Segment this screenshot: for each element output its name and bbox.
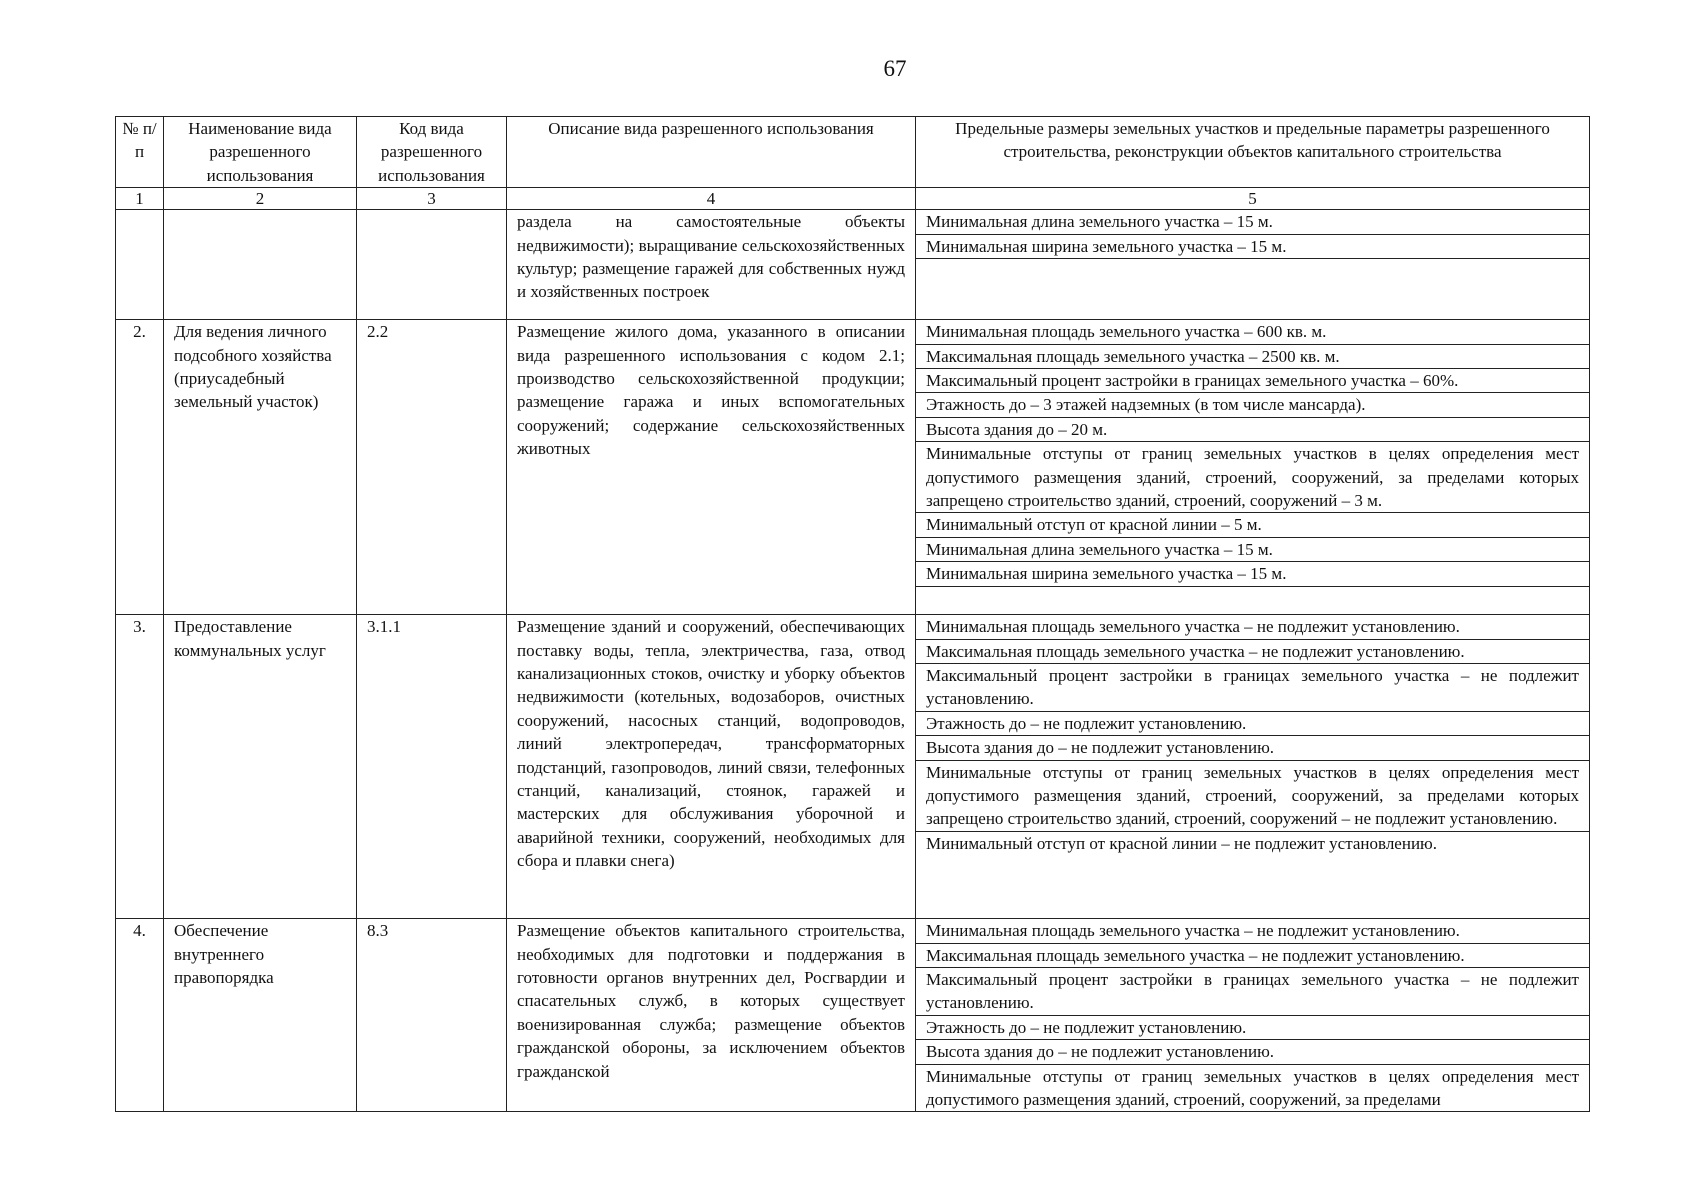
row-number: 3. (116, 615, 164, 919)
use-code: 8.3 (357, 919, 507, 1112)
parameters-cell (916, 615, 1590, 919)
parameter-line: Высота здания до – 20 м. (916, 418, 1589, 442)
parameter-line: Этажность до – 3 этажей надземных (в том числе мансарда). (916, 393, 1589, 417)
parameter-line: Высота здания до – не подлежит установлению. (916, 1040, 1589, 1064)
row-number: 4. (116, 919, 164, 1112)
column-number: 2 (164, 188, 357, 210)
header-limit-parameters: Предельные размеры земельных участков и предельные параметры разрешенного строительства, реконструкции объектов капитального строительства (916, 117, 1590, 188)
use-description: Размещение объектов капитального строительства, необходимых для подготовки и поддержания в готовности органов внутренних дел, Росгвардии и спасательных служб, в которых существует военизированная служба; размещение объектов гражданской обороны, за исключением объектов гражданской (507, 919, 916, 1112)
table-row (116, 320, 1590, 615)
use-code: 2.2 (357, 320, 507, 615)
parameter-line: Минимальный отступ от красной линии – не подлежит установлению. (926, 833, 1437, 853)
parameter-line: Минимальная длина земельного участка – 15 м. (916, 210, 1589, 234)
parameter-line: Максимальная площадь земельного участка – не подлежит установлению. (916, 640, 1589, 664)
column-number: 5 (916, 188, 1590, 210)
use-name: Для ведения личного подсобного хозяйства (приусадебный земельный участок) (164, 320, 357, 615)
parameter-line: Минимальная ширина земельного участка – 15 м. (916, 235, 1589, 259)
parameter-line: Максимальный процент застройки в границах земельного участка – не подлежит установлению. (916, 664, 1589, 712)
parameter-line: Минимальная длина земельного участка – 15 м. (916, 538, 1589, 562)
use-name (164, 210, 357, 320)
parameter-line: Максимальный процент застройки в границах земельного участка – не подлежит установлению. (916, 968, 1589, 1016)
parameter-line: Высота здания до – не подлежит установлению. (916, 736, 1589, 760)
column-number: 4 (507, 188, 916, 210)
header-number: № п/п (116, 117, 164, 188)
use-description: Размещение жилого дома, указанного в описании вида разрешенного использования с кодом 2.1; производство сельскохозяйственной продукции; размещение гаража и иных вспомогательных сооружений; содержание сельскохозяйственных животных (507, 320, 916, 615)
parameter-line: Максимальный процент застройки в границах земельного участка – 60%. (916, 369, 1589, 393)
land-use-table (115, 116, 1590, 1112)
page-number: 67 (883, 56, 907, 81)
column-number: 3 (357, 188, 507, 210)
parameter-line (916, 259, 1589, 282)
parameter-line: Минимальная площадь земельного участка – 600 кв. м. (916, 320, 1589, 344)
use-name: Предоставление коммунальных услуг (164, 615, 357, 919)
header-row (116, 117, 1590, 188)
parameters-cell (916, 320, 1590, 615)
parameter-line: Минимальная ширина земельного участка – 15 м. (916, 562, 1589, 586)
parameter-line: Минимальный отступ от красной линии – 5 м. (916, 513, 1589, 537)
parameters-cell (916, 210, 1590, 320)
use-code (357, 210, 507, 320)
use-description: раздела на самостоятельные объекты недвижимости); выращивание сельскохозяйственных культур; размещение гаражей для собственных нужд и хозяйственных построек (507, 210, 916, 320)
parameter-line: Минимальные отступы от границ земельных участков в целях определения мест допустимого размещения зданий, строений, сооружений, за пределами которых запрещено строительство зданий, строений, сооружений – не подлежит установлению. (916, 761, 1589, 832)
table-row (116, 919, 1590, 1112)
use-name: Обеспечение внутреннего правопорядка (164, 919, 357, 1112)
row-number: 2. (116, 320, 164, 615)
parameters-cell (916, 919, 1590, 1112)
use-code: 3.1.1 (357, 615, 507, 919)
header-use-description: Описание вида разрешенного использования (507, 117, 916, 188)
column-number-row (116, 188, 1590, 210)
parameter-line: Минимальная площадь земельного участка – не подлежит установлению. (916, 919, 1589, 943)
parameter-line: Максимальная площадь земельного участка – не подлежит установлению. (916, 944, 1589, 968)
table-row (116, 615, 1590, 919)
row-number (116, 210, 164, 320)
header-use-name: Наименование вида разрешенного использования (164, 117, 357, 188)
parameter-line: Минимальные отступы от границ земельных участков в целях определения мест допустимого размещения зданий, строений, сооружений, за пределами которых запрещено строительство зданий, строений, сооружений – 3 м. (916, 442, 1589, 513)
parameter-line: Этажность до – не подлежит установлению. (916, 1016, 1589, 1040)
table-row (116, 210, 1590, 320)
use-description: Размещение зданий и сооружений, обеспечивающих поставку воды, тепла, электричества, газа, отвод канализационных стоков, очистку и уборку объектов недвижимости (котельных, водозаборов, очистных сооружений, насосных станций, водопроводов, линий электропередач, трансформаторных подстанций, газопроводов, линий связи, телефонных станций, канализаций, стоянок, гаражей и мастерских для обслуживания уборочной и аварийной техники, сооружений, необходимых для сбора и плавки снега) (507, 615, 916, 919)
parameter-line: Минимальная площадь земельного участка – не подлежит установлению. (916, 615, 1589, 639)
parameter-line: Максимальная площадь земельного участка – 2500 кв. м. (916, 345, 1589, 369)
parameter-line: Минимальные отступы от границ земельных участков в целях определения мест допустимого размещения зданий, строений, сооружений, за пределами (926, 1066, 1579, 1110)
column-number: 1 (116, 188, 164, 210)
parameter-line (916, 587, 1589, 610)
parameter-line: Этажность до – не подлежит установлению. (916, 712, 1589, 736)
header-use-code: Код вида разрешенного использования (357, 117, 507, 188)
